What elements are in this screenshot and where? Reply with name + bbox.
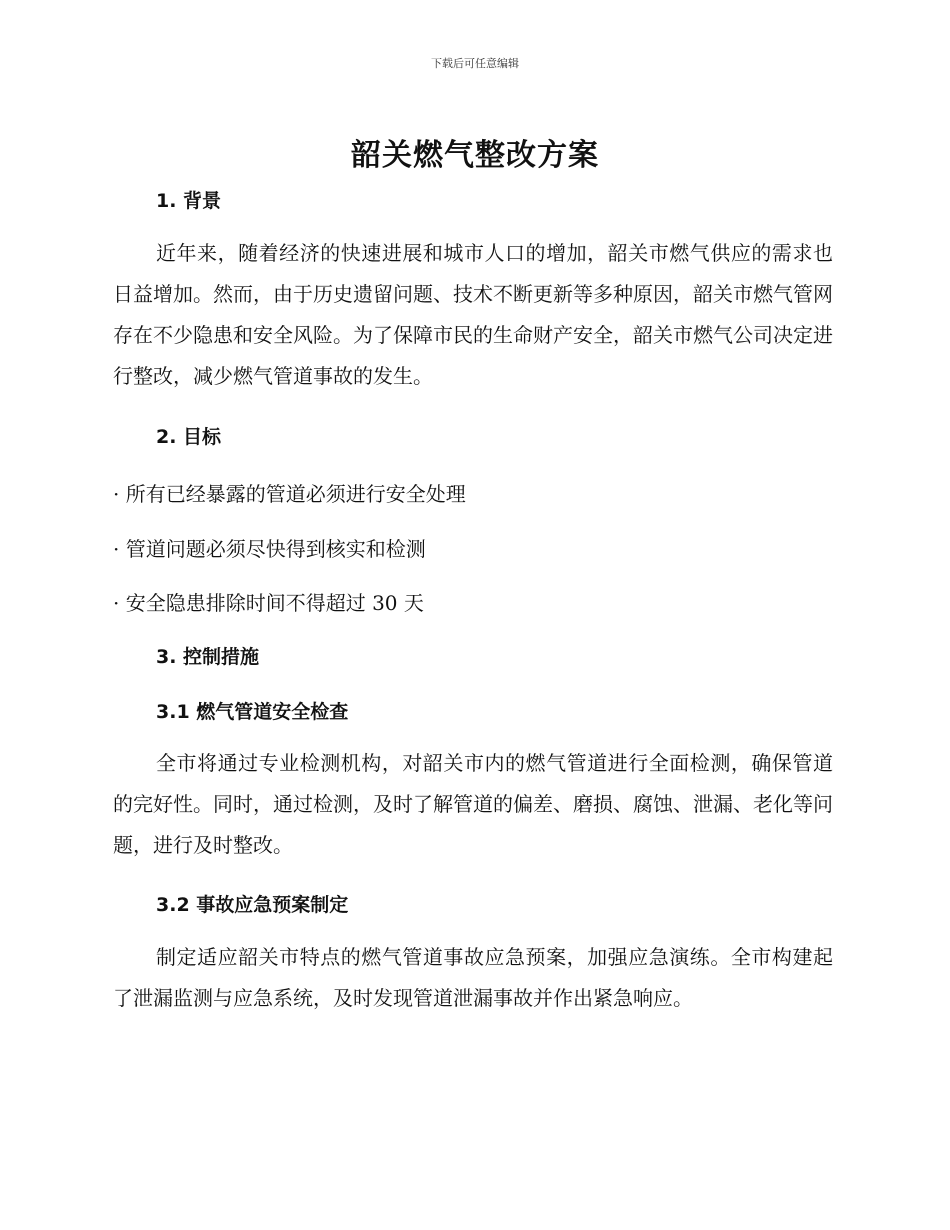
goal-item: · 管道问题必须尽快得到核实和检测 bbox=[113, 537, 426, 561]
section-heading-goals: 2. 目标 bbox=[156, 426, 222, 448]
document-title: 韶关燃气整改方案 bbox=[351, 138, 599, 173]
goal-item: · 所有已经暴露的管道必须进行安全处理 bbox=[113, 482, 466, 506]
subsection-heading-emergency-plan: 3.2 事故应急预案制定 bbox=[156, 894, 349, 916]
paragraph-safety-inspection: 全市将通过专业检测机构，对韶关市内的燃气管道进行全面检测，确保管道的完好性。同时，通过检测，及时了解管道的偏差、磨损、腐蚀、泄漏、老化等问题，进行及时整改。 bbox=[113, 751, 833, 857]
header-note: 下载后可任意编辑 bbox=[431, 57, 519, 70]
paragraph-background: 近年来，随着经济的快速进展和城市人口的增加，韶关市燃气供应的需求也日益增加。然而，由于历史遗留问题、技术不断更新等多种原因，韶关市燃气管网存在不少隐患和安全风险。为了保障市民的生命财产安全，韶关市燃气公司决定进行整改，减少燃气管道事故的发生。 bbox=[113, 241, 833, 388]
subsection-heading-safety-inspection: 3.1 燃气管道安全检查 bbox=[156, 701, 349, 723]
paragraph-emergency-plan: 制定适应韶关市特点的燃气管道事故应急预案，加强应急演练。全市构建起了泄漏监测与应急系统，及时发现管道泄漏事故并作出紧急响应。 bbox=[113, 945, 833, 1010]
section-heading-measures: 3. 控制措施 bbox=[156, 646, 260, 668]
section-heading-background: 1. 背景 bbox=[156, 190, 222, 212]
goal-item: · 安全隐患排除时间不得超过 30 天 bbox=[113, 591, 424, 615]
